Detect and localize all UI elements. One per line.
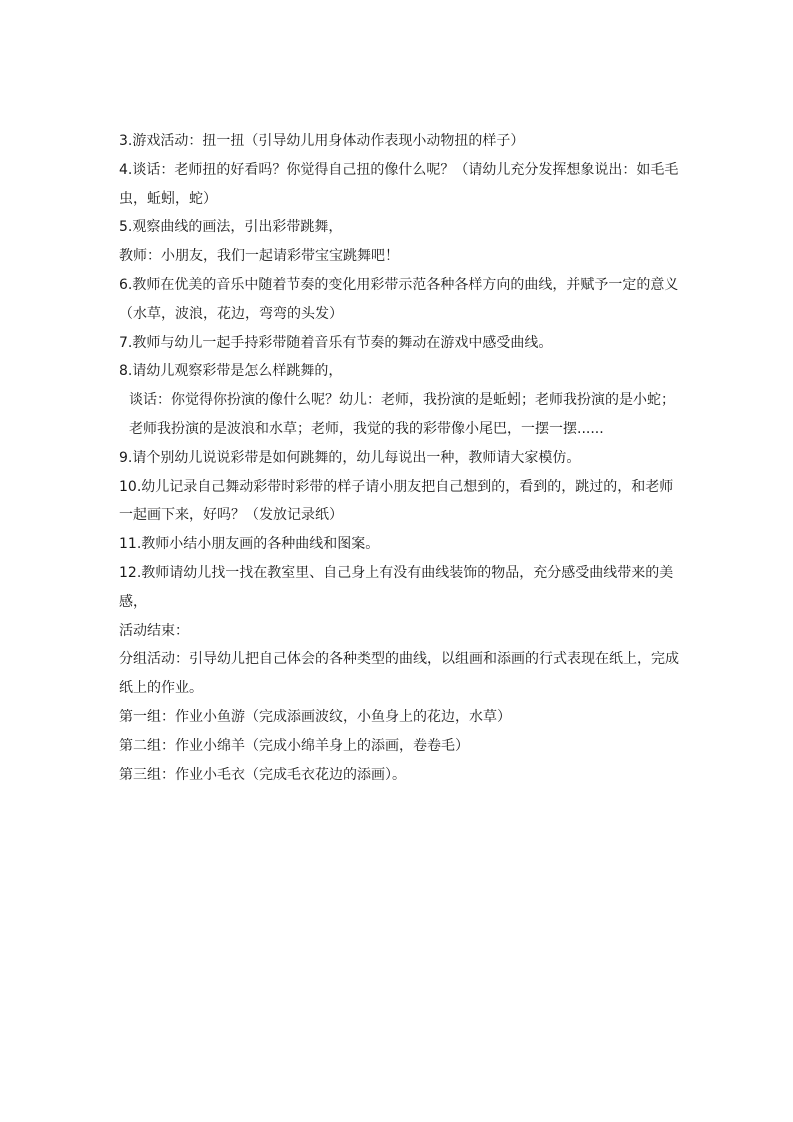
paragraph-step-10: 10.幼儿记录自己舞动彩带时彩带的样子请小朋友把自己想到的，看到的，跳过的，和老师一起画下来，好吗？（发放记录纸） xyxy=(119,478,674,524)
paragraph-activity-end: 活动结束： xyxy=(119,622,189,639)
paragraph-step-12: 12.教师请幼儿找一找在教室里、自己身上有没有曲线装饰的物品，充分感受曲线带来的美感， xyxy=(119,564,674,610)
paragraph-step-7: 7.教师与幼儿一起手持彩带随着音乐有节奏的舞动在游戏中感受曲线。 xyxy=(119,334,553,351)
paragraph-step-9: 9.请个别幼儿说说彩带是如何跳舞的，幼儿每说出一种，教师请大家模仿。 xyxy=(119,449,581,466)
paragraph-step-5: 5.观察曲线的画法，引出彩带跳舞， xyxy=(119,219,343,236)
paragraph-group-1: 第一组：作业小鱼游（完成添画波纹，小鱼身上的花边，水草） xyxy=(119,708,511,725)
paragraph-teacher-line: 教师：小朋友，我们一起请彩带宝宝跳舞吧！ xyxy=(119,248,399,265)
paragraph-step-3: 3.游戏活动：扭一扭（引导幼儿用身体动作表现小动物扭的样子） xyxy=(119,133,525,149)
paragraph-step-4: 4.谈话：老师扭的好看吗？你觉得自己扭的像什么呢？（请幼儿充分发挥想象说出：如毛毛虫，蚯蚓，蛇） xyxy=(119,161,679,207)
paragraph-step-11: 11.教师小结小朋友画的各种曲线和图案。 xyxy=(119,536,380,553)
paragraph-step-6: 6.教师在优美的音乐中随着节奏的变化用彩带示范各种各样方向的曲线，并赋予一定的意义（水草，波浪，花边，弯弯的头发） xyxy=(119,276,679,322)
paragraph-group-3: 第三组：作业小毛衣（完成毛衣花边的添画）。 xyxy=(119,766,406,783)
paragraph-step-8: 8.请幼儿观察彩带是怎么样跳舞的， xyxy=(119,363,343,380)
paragraph-group-activity: 分组活动：引导幼儿把自己体会的各种类型的曲线，以组画和添画的行式表现在纸上，完成纸上的作业。 xyxy=(119,651,679,697)
paragraph-group-2: 第二组：作业小绵羊（完成小绵羊身上的添画，卷卷毛） xyxy=(119,737,469,754)
paragraph-dialogue: 谈话：你觉得你扮演的像什么呢？幼儿：老师，我扮演的是蚯蚓；老师我扮演的是小蛇；老师我扮演的是波浪和水草；老师，我觉的我的彩带像小尾巴，一摆一摆...... xyxy=(129,392,675,437)
document-body xyxy=(119,127,679,789)
